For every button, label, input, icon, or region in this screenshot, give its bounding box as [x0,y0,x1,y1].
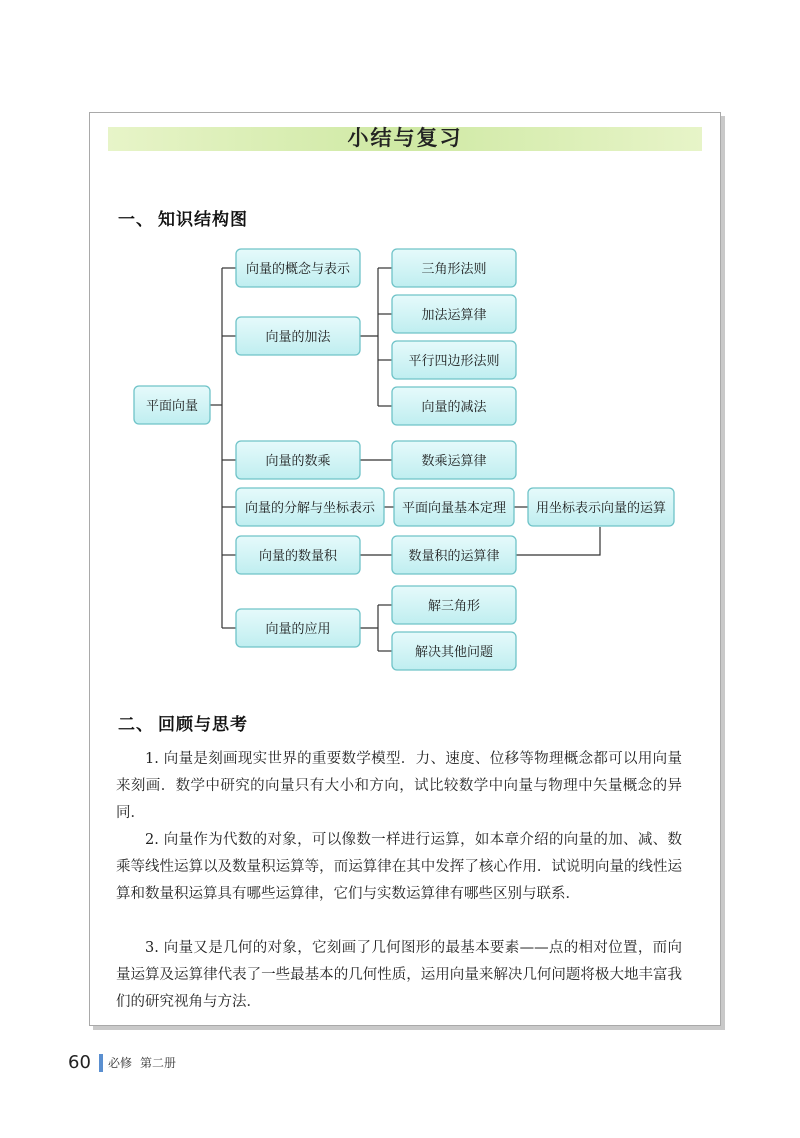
node-label: 向量的减法 [421,400,487,415]
node-dot-product [236,536,360,574]
node-label: 向量的数乘 [265,454,331,469]
section-heading-review [118,710,248,735]
node-root [134,386,210,424]
node-dot-product-laws [392,536,516,574]
node-coordinate-operations [528,488,674,526]
node-label: 数乘运算律 [421,454,487,469]
node-label: 向量的加法 [265,330,331,345]
node-addition [236,317,360,355]
node-basic-theorem [394,488,514,526]
node-concept [236,249,360,287]
page-title: 小结与复习 [347,126,463,150]
node-label: 向量的分解与坐标表示 [244,501,376,516]
node-decomposition [236,488,384,526]
node-label: 加法运算律 [421,308,487,323]
node-triangle-rule [392,249,516,287]
node-label: 用坐标表示向量的运算 [535,501,667,516]
node-scalar-multiplication [236,441,360,479]
node-subtraction [392,387,516,425]
page-number: 60 [68,1052,91,1073]
review-paragraph-1: 1. 向量是刻画现实世界的重要数学模型．力、速度、位移等物理概念都可以用向量来刻画．数学中研究的向量只有大小和方向，试比较数学中向量与物理中矢量概念的异同． [116,751,682,821]
section-number: 二、 [118,715,154,735]
book-volume: 第二册 [140,1056,177,1070]
node-addition-laws [392,295,516,333]
node-label: 数量积的运算律 [408,549,500,564]
node-label: 解决其他问题 [414,645,494,660]
node-label: 平行四边形法则 [408,354,500,369]
section-number: 一、 [118,210,154,230]
node-label: 向量的数量积 [258,549,338,564]
node-parallelogram-rule [392,341,516,379]
node-other-problems [392,632,516,670]
review-paragraph-2: 2. 向量作为代数的对象，可以像数一样进行运算，如本章介绍的向量的加、减、数乘等线性运算以及数量积运算等，而运算律在其中发挥了核心作用．试说明向量的线性运算和数量积运算具有哪些运算律，它们与实数运算律有哪些区别与联系． [116,832,682,902]
node-label: 三角形法则 [421,262,487,277]
section-title: 知识结构图 [158,210,248,230]
node-label: 平面向量 [145,399,199,414]
node-label: 解三角形 [427,599,481,614]
section-title: 回顾与思考 [158,715,248,735]
node-label: 向量的概念与表示 [245,262,351,277]
review-paragraph-3: 3. 向量又是几何的对象，它刻画了几何图形的最基本要素——点的相对位置，而向量运算及运算律代表了一些最基本的几何性质，运用向量来解决几何问题将极大地丰富我们的研究视角与方法． [116,940,682,1010]
footer-bar [99,1054,103,1072]
node-label: 向量的应用 [265,622,331,637]
node-application [236,609,360,647]
node-solve-triangle [392,586,516,624]
book-series: 必修 [108,1056,133,1070]
node-label: 平面向量基本定理 [401,501,507,516]
book-title [108,1054,184,1072]
node-scalar-laws [392,441,516,479]
